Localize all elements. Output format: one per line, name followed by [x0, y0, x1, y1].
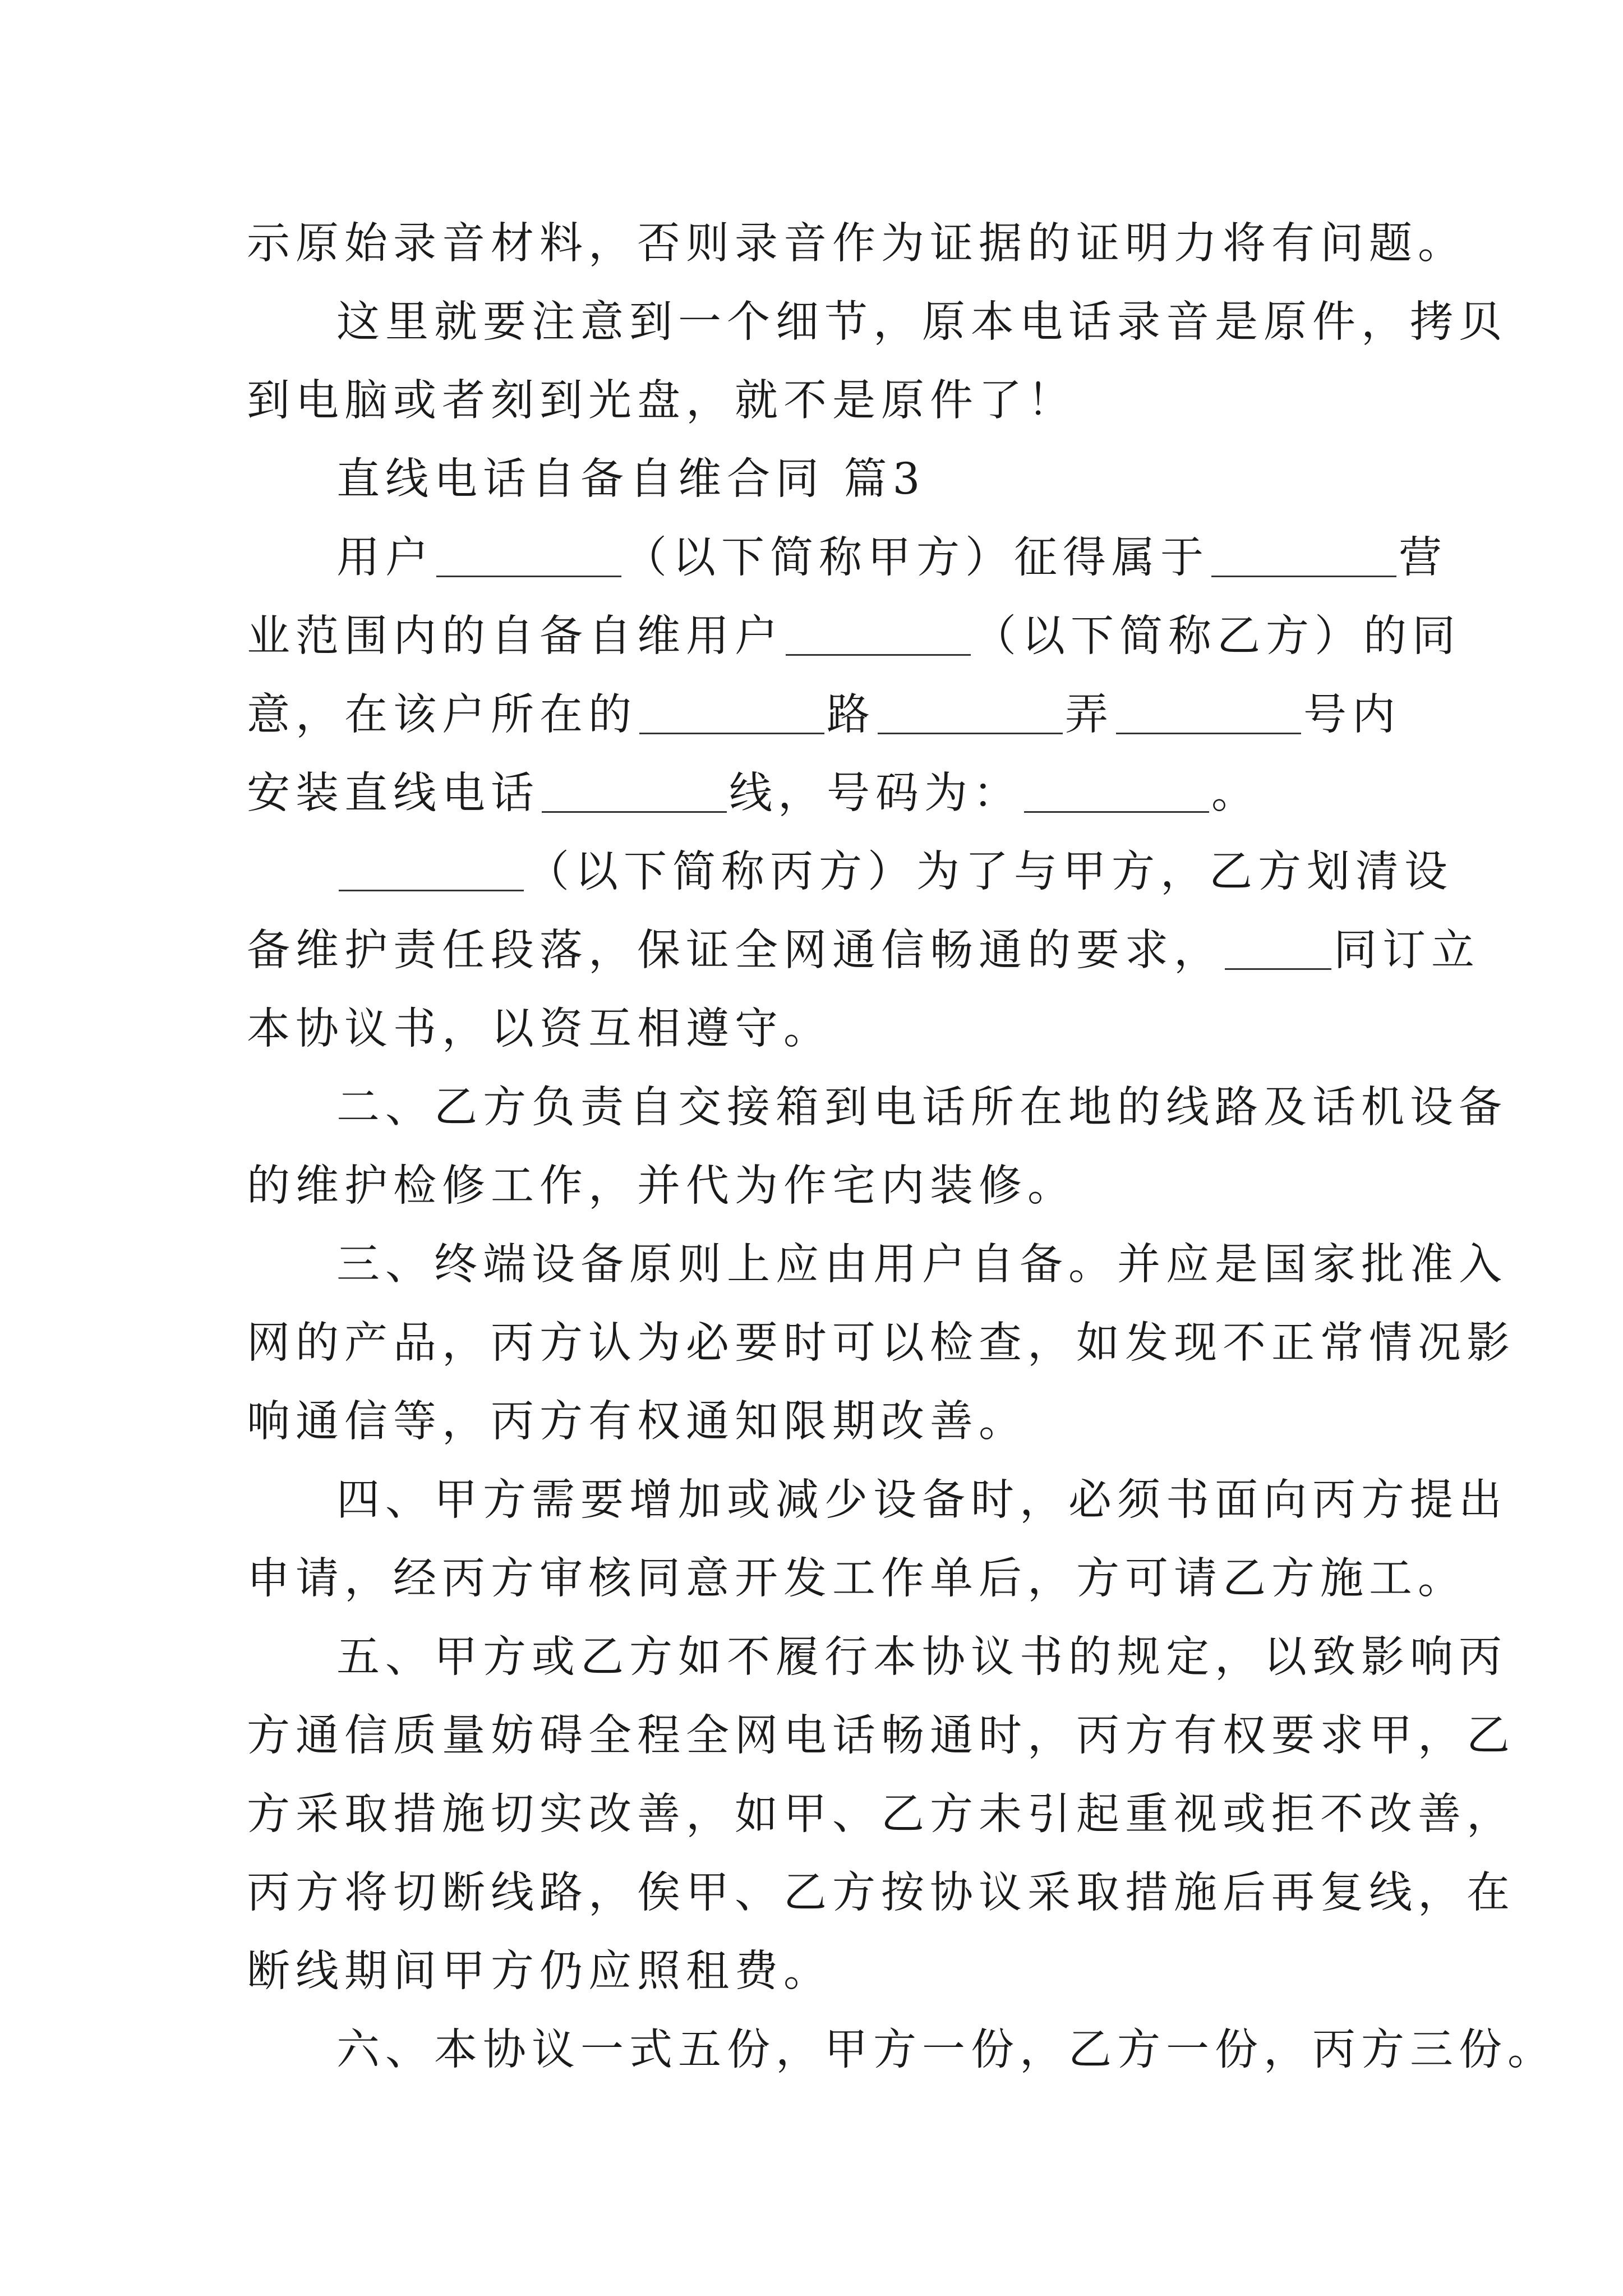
paragraph-line: 二、乙方负责自交接箱到电话所在地的线路及话机设备	[336, 1083, 1507, 1133]
paragraph-line: 示原始录音材料，否则录音作为证据的证明力将有问题。	[247, 219, 1467, 269]
paragraph-line: 网的产品，丙方认为必要时可以检查，如发现不正常情况影	[247, 1318, 1515, 1368]
paragraph-line: 三、终端设备原则上应由用户自备。并应是国家批准入	[336, 1240, 1507, 1290]
fill-blank	[639, 689, 824, 734]
paragraph-line: 方通信质量妨碍全程全网电话畅通时，丙方有权要求甲，乙	[247, 1711, 1515, 1761]
paragraph-line: 安装直线电话 线，号码为： 。	[247, 769, 1260, 818]
paragraph-line: 意，在该户所在的 路 弄 号内	[247, 690, 1401, 740]
paragraph-line: 业范围内的自备自维用户 （以下简称乙方）的同	[247, 611, 1461, 661]
section-heading: 直线电话自备自维合同 篇3	[336, 454, 926, 504]
paragraph-line: 到电脑或者刻到光盘，就不是原件了！	[247, 376, 1076, 426]
fill-blank	[1211, 532, 1396, 577]
paragraph-line: 申请，经丙方审核同意开发工作单后，方可请乙方施工。	[247, 1554, 1467, 1604]
paragraph-line: 断线期间甲方仍应照租费。	[247, 1947, 832, 1996]
fill-blank	[436, 532, 621, 577]
paragraph-line: 响通信等，丙方有权通知限期改善。	[247, 1397, 1027, 1447]
paragraph-line: 丙方将切断线路，俟甲、乙方按协议采取措施后再复线，在	[247, 1868, 1515, 1918]
fill-blank	[339, 846, 524, 891]
fill-blank	[878, 689, 1063, 734]
fill-blank	[1116, 689, 1301, 734]
paragraph-line: 四、甲方需要增加或减少设备时，必须书面向丙方提出	[336, 1475, 1507, 1525]
paragraph-line: 备维护责任段落，保证全网通信畅通的要求， 同订立	[247, 926, 1480, 976]
paragraph-line: 这里就要注意到一个细节，原本电话录音是原件，拷贝	[336, 297, 1507, 347]
paragraph-line: 五、甲方或乙方如不履行本协议书的规定，以致影响丙	[336, 1632, 1507, 1682]
paragraph-line: （以下简称丙方）为了与甲方，乙方划清设	[336, 839, 1453, 906]
paragraph-line: 方采取措施切实改善，如甲、乙方未引起重视或拒不改善，	[247, 1789, 1515, 1839]
paragraph-line: 本协议书，以资互相遵守。	[247, 1004, 832, 1054]
fill-blank	[1225, 925, 1331, 970]
fill-blank	[786, 611, 971, 656]
paragraph-line: 用户 （以下简称甲方）征得属于 营	[336, 533, 1447, 583]
paragraph-line: 的维护检修工作，并代为作宅内装修。	[247, 1161, 1076, 1211]
paragraph-line: 六、本协议一式五份，甲方一份，乙方一份，丙方三份。	[336, 2025, 1556, 2075]
fill-blank	[1024, 768, 1209, 813]
fill-blank	[542, 768, 727, 813]
